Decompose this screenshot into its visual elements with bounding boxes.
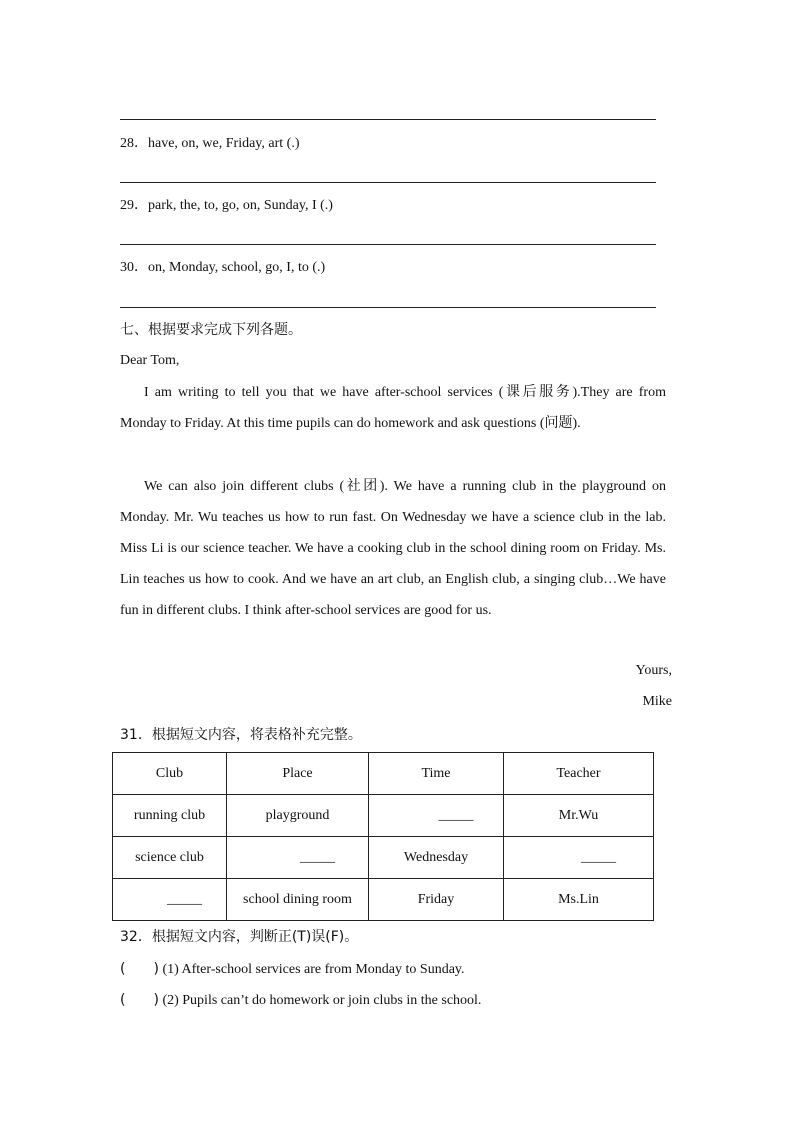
table-cell[interactable] <box>504 837 654 879</box>
letter-paragraph-2: We can also join different clubs (社团). We have a running club in the playground on Monday. Mr. Wu teaches us how to run fast. On Wednesday we have a science club in the lab. Miss Li is our science teacher. We have a cooking club in the school dining room on Friday. Ms. Lin teaches us how to cook. And we have an art club, an English club, a singing club…We have fun in different clubs. I think after-school services are good for us. <box>120 479 666 618</box>
answer-line-30 <box>120 307 656 308</box>
answer-bracket[interactable]: ( ) <box>120 961 159 977</box>
table-cell: Mr.Wu <box>504 795 654 837</box>
header-place: Place <box>227 753 369 795</box>
header-teacher: Teacher <box>504 753 654 795</box>
table-cell: running club <box>113 795 227 837</box>
table-cell: science club <box>113 837 227 879</box>
question-text: have, on, we, Friday, art (.) <box>148 136 300 151</box>
table-cell: Ms.Lin <box>504 879 654 921</box>
fill-blank[interactable]: _____ <box>581 849 616 865</box>
letter-closing: Yours, <box>635 663 672 678</box>
question-number: 29． <box>120 198 148 213</box>
header-club: Club <box>113 753 227 795</box>
question-30 <box>120 258 325 278</box>
question-text: on, Monday, school, go, I, to (.) <box>148 260 326 275</box>
header-time: Time <box>369 753 504 795</box>
question-29 <box>120 196 333 216</box>
true-false-item-1 <box>120 959 465 980</box>
fill-blank[interactable]: _____ <box>438 807 474 823</box>
club-table <box>112 752 654 921</box>
section-heading: 七、根据要求完成下列各题。 <box>120 322 302 338</box>
letter-signature: Mike <box>642 694 672 709</box>
question-number: 30． <box>120 260 148 275</box>
answer-bracket[interactable]: ( ) <box>120 992 159 1008</box>
table-row <box>113 879 654 921</box>
answer-line-28 <box>120 182 656 183</box>
question-32-prompt: 32．根据短文内容，判断正(T)误(F)。 <box>120 929 359 945</box>
question-31-prompt: 31．根据短文内容，将表格补充完整。 <box>120 727 362 743</box>
answer-line-29 <box>120 244 656 245</box>
letter-paragraph-1: I am writing to tell you that we have after-school services (课后服务).They are from Monday to Friday. At this time pupils can do homework and ask questions (问题). <box>120 385 666 431</box>
letter-greeting: Dear Tom, <box>120 353 180 368</box>
question-text: park, the, to, go, on, Sunday, I (.) <box>148 198 333 213</box>
statement-text: (2) Pupils can’t do homework or join clubs in the school. <box>162 993 482 1008</box>
table-cell: school dining room <box>227 879 369 921</box>
table-cell: playground <box>227 795 369 837</box>
table-row <box>113 795 654 837</box>
table-cell[interactable] <box>227 837 369 879</box>
table-cell[interactable] <box>113 879 227 921</box>
table-row <box>113 837 654 879</box>
statement-text: (1) After-school services are from Monday to Sunday. <box>162 962 465 977</box>
table-header-row <box>113 753 654 795</box>
table-cell: Wednesday <box>369 837 504 879</box>
true-false-item-2 <box>120 990 481 1011</box>
fill-blank[interactable]: _____ <box>167 891 202 907</box>
answer-line-27 <box>120 119 656 120</box>
table-cell: Friday <box>369 879 504 921</box>
table-cell[interactable] <box>369 795 504 837</box>
fill-blank[interactable]: _____ <box>300 849 335 865</box>
question-28 <box>120 134 299 154</box>
question-number: 28． <box>120 136 148 151</box>
